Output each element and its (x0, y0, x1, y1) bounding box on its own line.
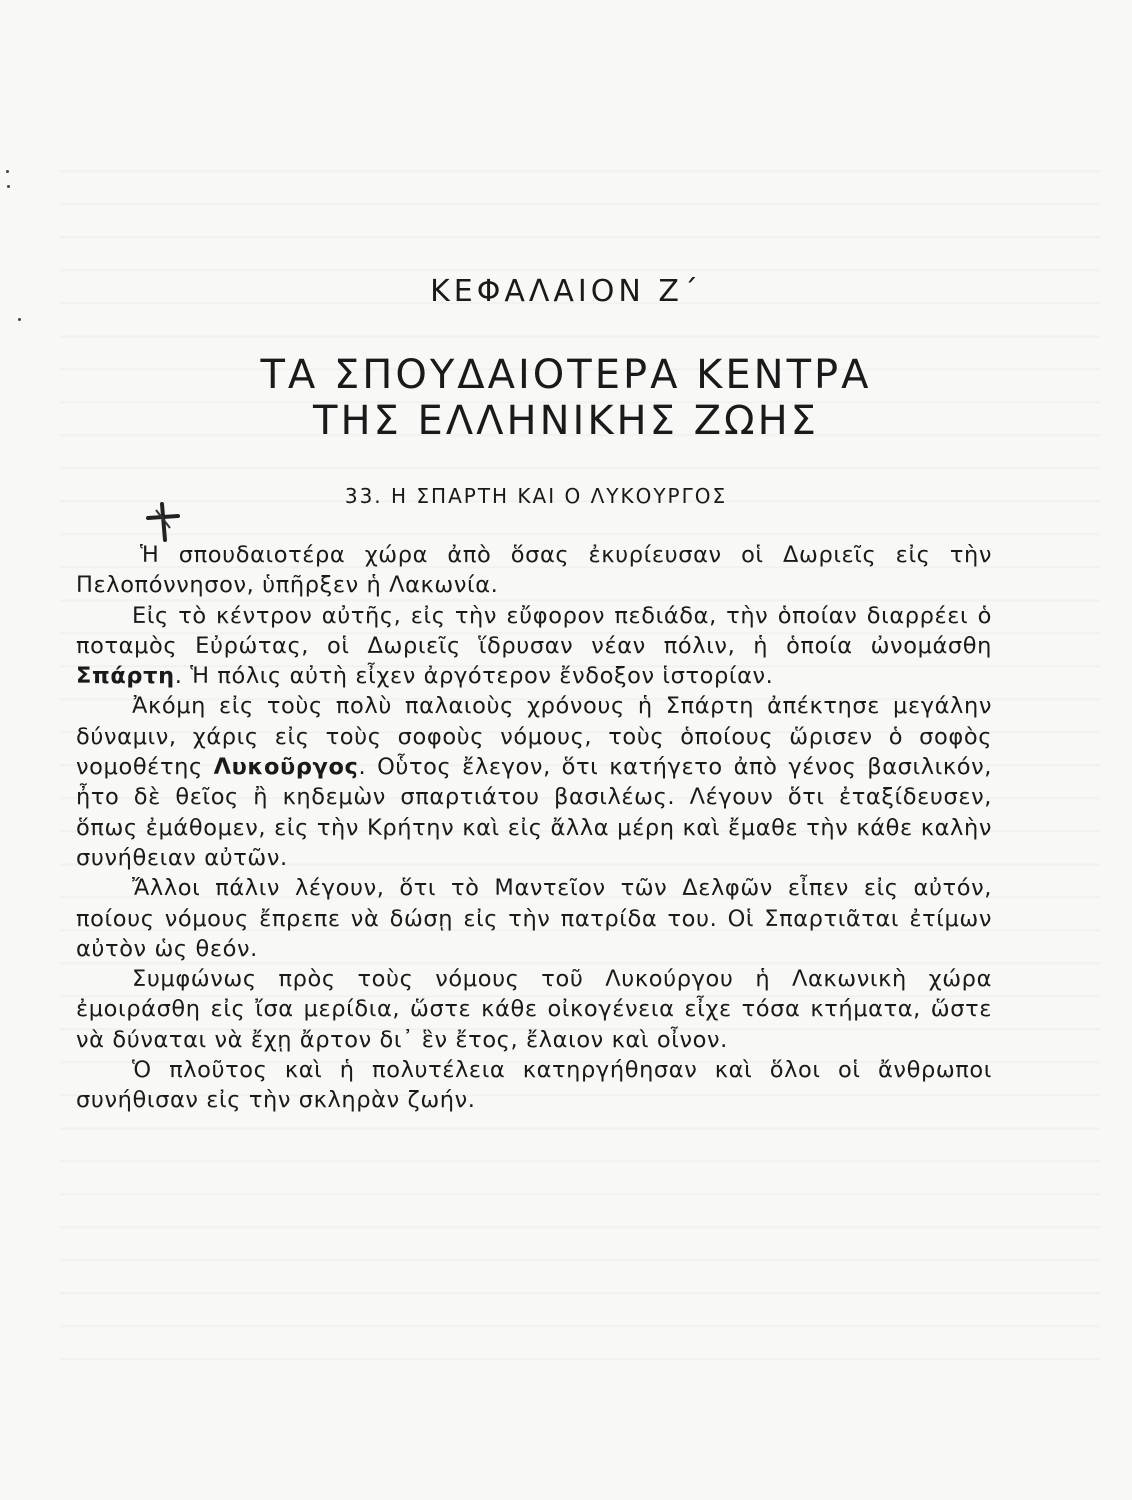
scan-speck (7, 185, 10, 188)
chapter-title-line-1: ΤΑ ΣΠΟΥΔΑΙΟΤΕΡΑ ΚΕΝΤΡΑ (260, 352, 872, 398)
bold-term-lycurgus: Λυκοῦργος (213, 754, 359, 781)
body-text (76, 540, 992, 1116)
scan-speck (6, 170, 9, 173)
scan-speck (18, 318, 21, 321)
paragraph (76, 873, 992, 964)
paragraph (76, 964, 992, 1055)
paragraph-text: Ἀκόμη εἰς τοὺς πολὺ παλαιοὺς χρόνους ἡ Σπάρτη ἀπέκτησε μεγάλην δύναμιν, χάρις εἰς τοὺς σοφοὺς νόμους, τοὺς ὁποίους ὥρισεν ὁ σοφὸς νομοθέτης (76, 693, 992, 781)
paragraph-text: Ὁ πλοῦτος καὶ ἡ πολυτέλεια κατηργήθησαν καὶ ὅλοι οἱ ἄνθρωποι συνήθισαν εἰς τὴν σκληρὰν ζωήν. (76, 1057, 992, 1114)
bold-term-sparta: Σπάρτη (76, 663, 175, 690)
paragraph-text: Ἡ σπουδαιοτέρα χώρα ἀπὸ ὅσας ἐκυρίευσαν οἱ Δωριεῖς εἰς τὴν Πελοπόννησον, ὑπῆρξεν ἡ Λακωνία. (76, 542, 992, 599)
paragraph-text: . Οὗτος ἔλεγον, ὅτι κατήγετο ἀπὸ γένος βασιλικόν, ἦτο δὲ θεῖος ἢ κηδεμὼν σπαρτιάτου βασιλέως. Λέγουν ὅτι ἐταξίδευσεν, ὅπως ἐμάθομεν, εἰς τὴν Κρήτην καὶ εἰς ἄλλα μέρη καὶ ἔμαθε τὴν κάθε καλὴν συνήθειαν αὐτῶν. (76, 754, 992, 871)
paragraph (76, 1055, 992, 1116)
chapter-heading: ΚΕΦΑΛΑΙΟΝ Ζ΄ (430, 274, 702, 309)
section-heading: 33. Η ΣΠΑΡΤΗ ΚΑΙ Ο ΛΥΚΟΥΡΓΟΣ (344, 484, 728, 508)
paragraph-text: . Ἡ πόλις αὐτὴ εἶχεν ἀργότερον ἔνδοξον ἱστορίαν. (174, 663, 774, 690)
paragraph (76, 601, 992, 692)
paragraph (76, 540, 992, 601)
chapter-title-line-2: ΤΗΣ ΕΛΛΗΝΙΚΗΣ ΖΩΗΣ (313, 398, 819, 444)
paragraph (76, 691, 992, 873)
paragraph-text: Ἄλλοι πάλιν λέγουν, ὅτι τὸ Μαντεῖον τῶν Δελφῶν εἶπεν εἰς αὐτόν, ποίους νόμους ἔπρεπε νὰ δώσῃ εἰς τὴν πατρίδα του. Οἱ Σπαρτιᾶται ἐτίμων αὐτὸν ὡς θεόν. (76, 875, 992, 962)
paragraph-text: Συμφώνως πρὸς τοὺς νόμους τοῦ Λυκούργου ἡ Λακωνικὴ χώρα ἐμοιράσθη εἰς ἴσα μερίδια, ὥστε κάθε οἰκογένεια εἶχε τόσα κτήματα, ὥστε νὰ δύναται νὰ ἔχῃ ἄρτον δι᾽ ἓν ἔτος, ἔλαιον καὶ οἶνον. (76, 966, 992, 1053)
paragraph-text: Εἰς τὸ κέντρον αὐτῆς, εἰς τὴν εὔφορον πεδιάδα, τὴν ὁποίαν διαρρέει ὁ ποταμὸς Εὐρώτας, οἱ Δωριεῖς ἵδρυσαν νέαν πόλιν, ἡ ὁποία ὠνομάσθη (76, 602, 992, 659)
